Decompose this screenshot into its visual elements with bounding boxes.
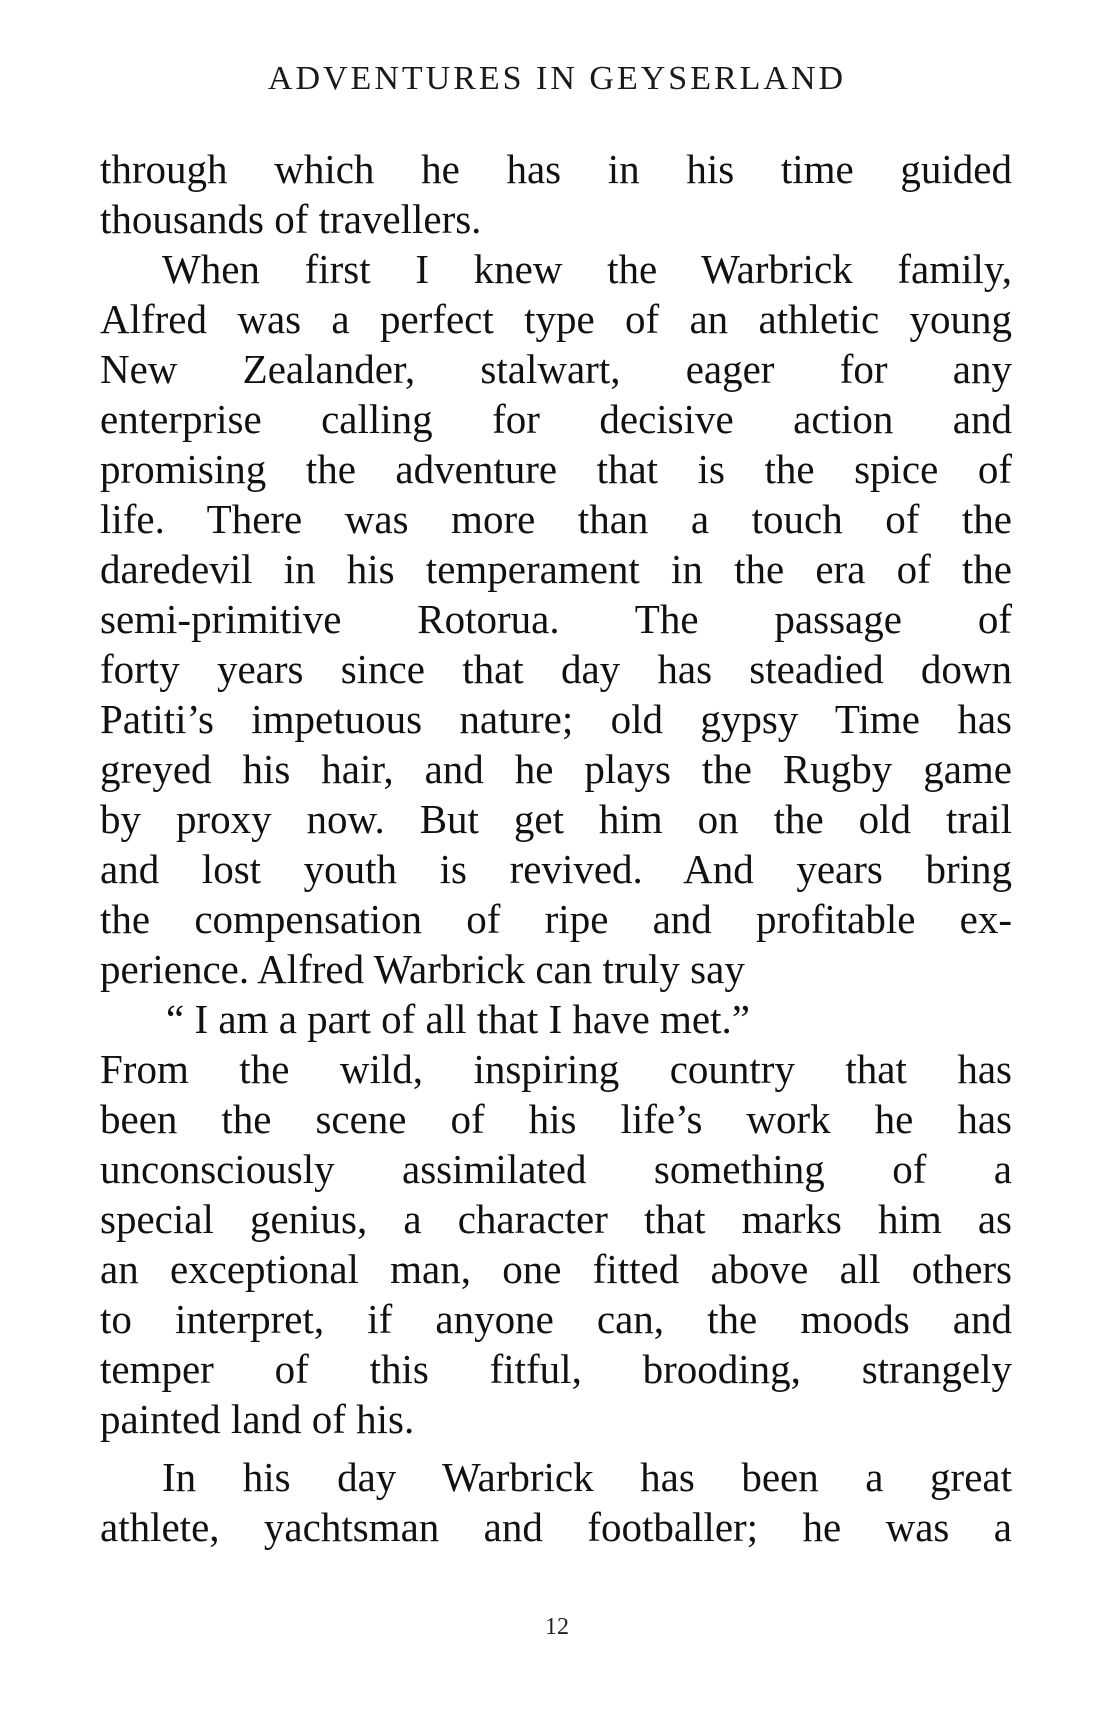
text-line: unconsciously assimilated something of a (100, 1146, 1012, 1192)
quotation-line: “ I am a part of all that I have met.” (166, 996, 750, 1042)
text-line: New Zealander, stalwart, eager for any (100, 346, 1012, 392)
text-line: From the wild, inspiring country that has (100, 1046, 1012, 1092)
text-line: thousands of travellers. (100, 196, 482, 242)
text-line: promising the adventure that is the spice of (100, 446, 1012, 492)
text-line: Alfred was a perfect type of an athletic young (100, 296, 1012, 342)
text-line: temper of this fitful, brooding, strangely (100, 1346, 1012, 1392)
text-line: the compensation of ripe and profitable ex- (100, 896, 1012, 942)
text-line: In his day Warbrick has been a great (162, 1454, 1012, 1500)
page-number: 12 (545, 1614, 569, 1640)
text-line: special genius, a character that marks him as (100, 1196, 1012, 1242)
text-line: greyed his hair, and he plays the Rugby game (100, 746, 1012, 792)
text-line: and lost youth is revived. And years bring (100, 846, 1012, 892)
text-line: an exceptional man, one fitted above all others (100, 1246, 1012, 1292)
text-line: life. There was more than a touch of the (100, 496, 1012, 542)
text-line: painted land of his. (100, 1396, 415, 1442)
text-line: semi-primitive Rotorua. The passage of (100, 596, 1012, 642)
text-line: forty years since that day has steadied down (100, 646, 1012, 692)
text-line: through which he has in his time guided (100, 146, 1012, 192)
text-line: enterprise calling for decisive action and (100, 396, 1012, 442)
text-line: perience. Alfred Warbrick can truly say (100, 946, 745, 992)
text-line: athlete, yachtsman and footballer; he was a (100, 1504, 1012, 1550)
text-line: been the scene of his life’s work he has (100, 1096, 1012, 1142)
text-line: by proxy now. But get him on the old trail (100, 796, 1012, 842)
text-line: daredevil in his temperament in the era of the (100, 546, 1012, 592)
text-line: When first I knew the Warbrick family, (162, 246, 1012, 292)
text-line: to interpret, if anyone can, the moods and (100, 1296, 1012, 1342)
body-text (100, 144, 1012, 1552)
running-head: ADVENTURES IN GEYSERLAND (267, 60, 847, 97)
text-line: Patiti’s impetuous nature; old gypsy Time has (100, 696, 1012, 742)
